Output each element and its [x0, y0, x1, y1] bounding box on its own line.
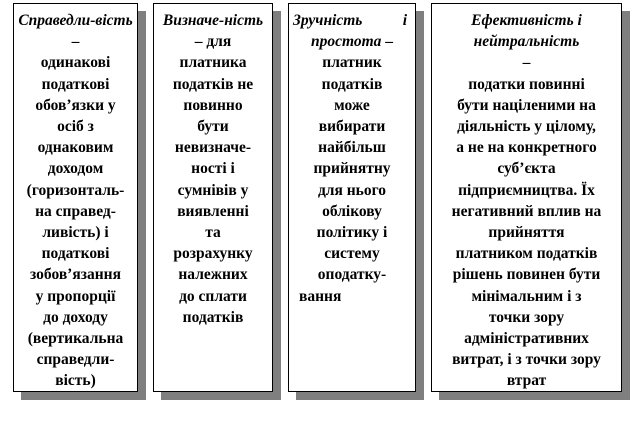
card-line: бути націленими на	[457, 96, 596, 114]
card-term: Справедли-вість	[18, 12, 133, 29]
card-line: витрат, і з точки зору	[452, 351, 601, 369]
card-dash: –	[71, 33, 80, 51]
card-line: підприємництва. Їх	[458, 181, 595, 199]
card-line: належних	[178, 266, 248, 284]
card-line: податки повинні	[468, 75, 585, 93]
card-line: (вертикальна	[27, 330, 124, 348]
card-line: а не на конкретного	[456, 139, 597, 157]
card-line: одинакові	[40, 54, 111, 72]
card-term: простота	[310, 33, 382, 51]
card-line: суб’єкта	[497, 160, 556, 178]
card-line: вання	[299, 287, 342, 305]
card-line: повинно	[183, 96, 243, 114]
card-line: однаковим	[37, 139, 114, 157]
card-line: невизначе-	[174, 139, 252, 157]
card-line: доходом	[47, 160, 104, 178]
principle-card-fairness	[13, 3, 138, 392]
card-line: виявленні	[177, 202, 249, 220]
card-line: бути	[197, 118, 229, 136]
card-line: ності і	[191, 160, 235, 178]
card-line: платником податків	[455, 245, 598, 263]
card-line: сумнівів у	[177, 181, 249, 199]
principle-card-convenience	[288, 3, 416, 392]
card-line: оподатку-	[317, 266, 387, 284]
card-line: вість)	[55, 372, 96, 390]
card-line: прийнятну	[313, 160, 391, 178]
card-line: платника	[179, 54, 247, 72]
card-line: найбільш	[318, 139, 386, 157]
card-line: до сплати	[179, 287, 247, 305]
card-term-row	[293, 10, 411, 31]
card-term-row	[158, 10, 268, 52]
card-line: політику і	[316, 224, 388, 242]
card-line: податкові	[41, 245, 110, 263]
card-line: систему	[324, 245, 380, 263]
card-line: податків	[182, 308, 244, 326]
card-dash: –	[385, 33, 394, 51]
card-line: розрахунку	[173, 245, 253, 263]
card-line: обов’язки у	[35, 96, 116, 114]
card-line: зобов’язання	[30, 266, 121, 284]
card-line: прийняття	[488, 224, 565, 242]
card-line: негативний вплив на	[451, 202, 602, 220]
card-line: діяльність у цілому,	[457, 118, 596, 136]
card-term-row-2	[293, 31, 411, 52]
card-line: платник	[322, 54, 382, 72]
card-line: до доходу	[43, 308, 108, 326]
card-term-conjunction: і	[402, 12, 407, 29]
card-line: у пропорції	[35, 287, 116, 305]
card-term: Визначе-ність	[162, 12, 264, 29]
card-line: може	[334, 96, 370, 114]
card-line: та	[205, 224, 221, 242]
card-dash-row	[436, 52, 617, 73]
card-line: (горизонталь-	[26, 181, 125, 199]
card-line: ливість) і	[42, 224, 109, 242]
card-line: рішень повинен бути	[452, 266, 601, 284]
card-line: втрат	[506, 372, 547, 390]
card-line: осіб з	[57, 118, 94, 136]
card-line: на справед-	[35, 202, 116, 220]
card-line: точки зору	[488, 308, 565, 326]
card-dash: –	[522, 54, 531, 72]
card-line: податків не	[172, 75, 254, 93]
card-term: Ефективність і нейтральність	[471, 12, 582, 51]
card-line: для нього	[317, 181, 387, 199]
card-line: справедли-	[36, 351, 115, 369]
card-line: вибирати	[318, 118, 386, 136]
card-dash: – для	[194, 33, 232, 51]
card-line: облікову	[322, 202, 382, 220]
card-line: податкові	[41, 75, 110, 93]
card-term: Зручність	[293, 12, 363, 29]
principle-card-efficiency	[431, 3, 622, 392]
card-line: мінімальним і з	[471, 287, 582, 305]
principle-card-certainty	[153, 3, 273, 392]
card-line: адміністративних	[464, 330, 589, 348]
card-line: податків	[321, 75, 383, 93]
